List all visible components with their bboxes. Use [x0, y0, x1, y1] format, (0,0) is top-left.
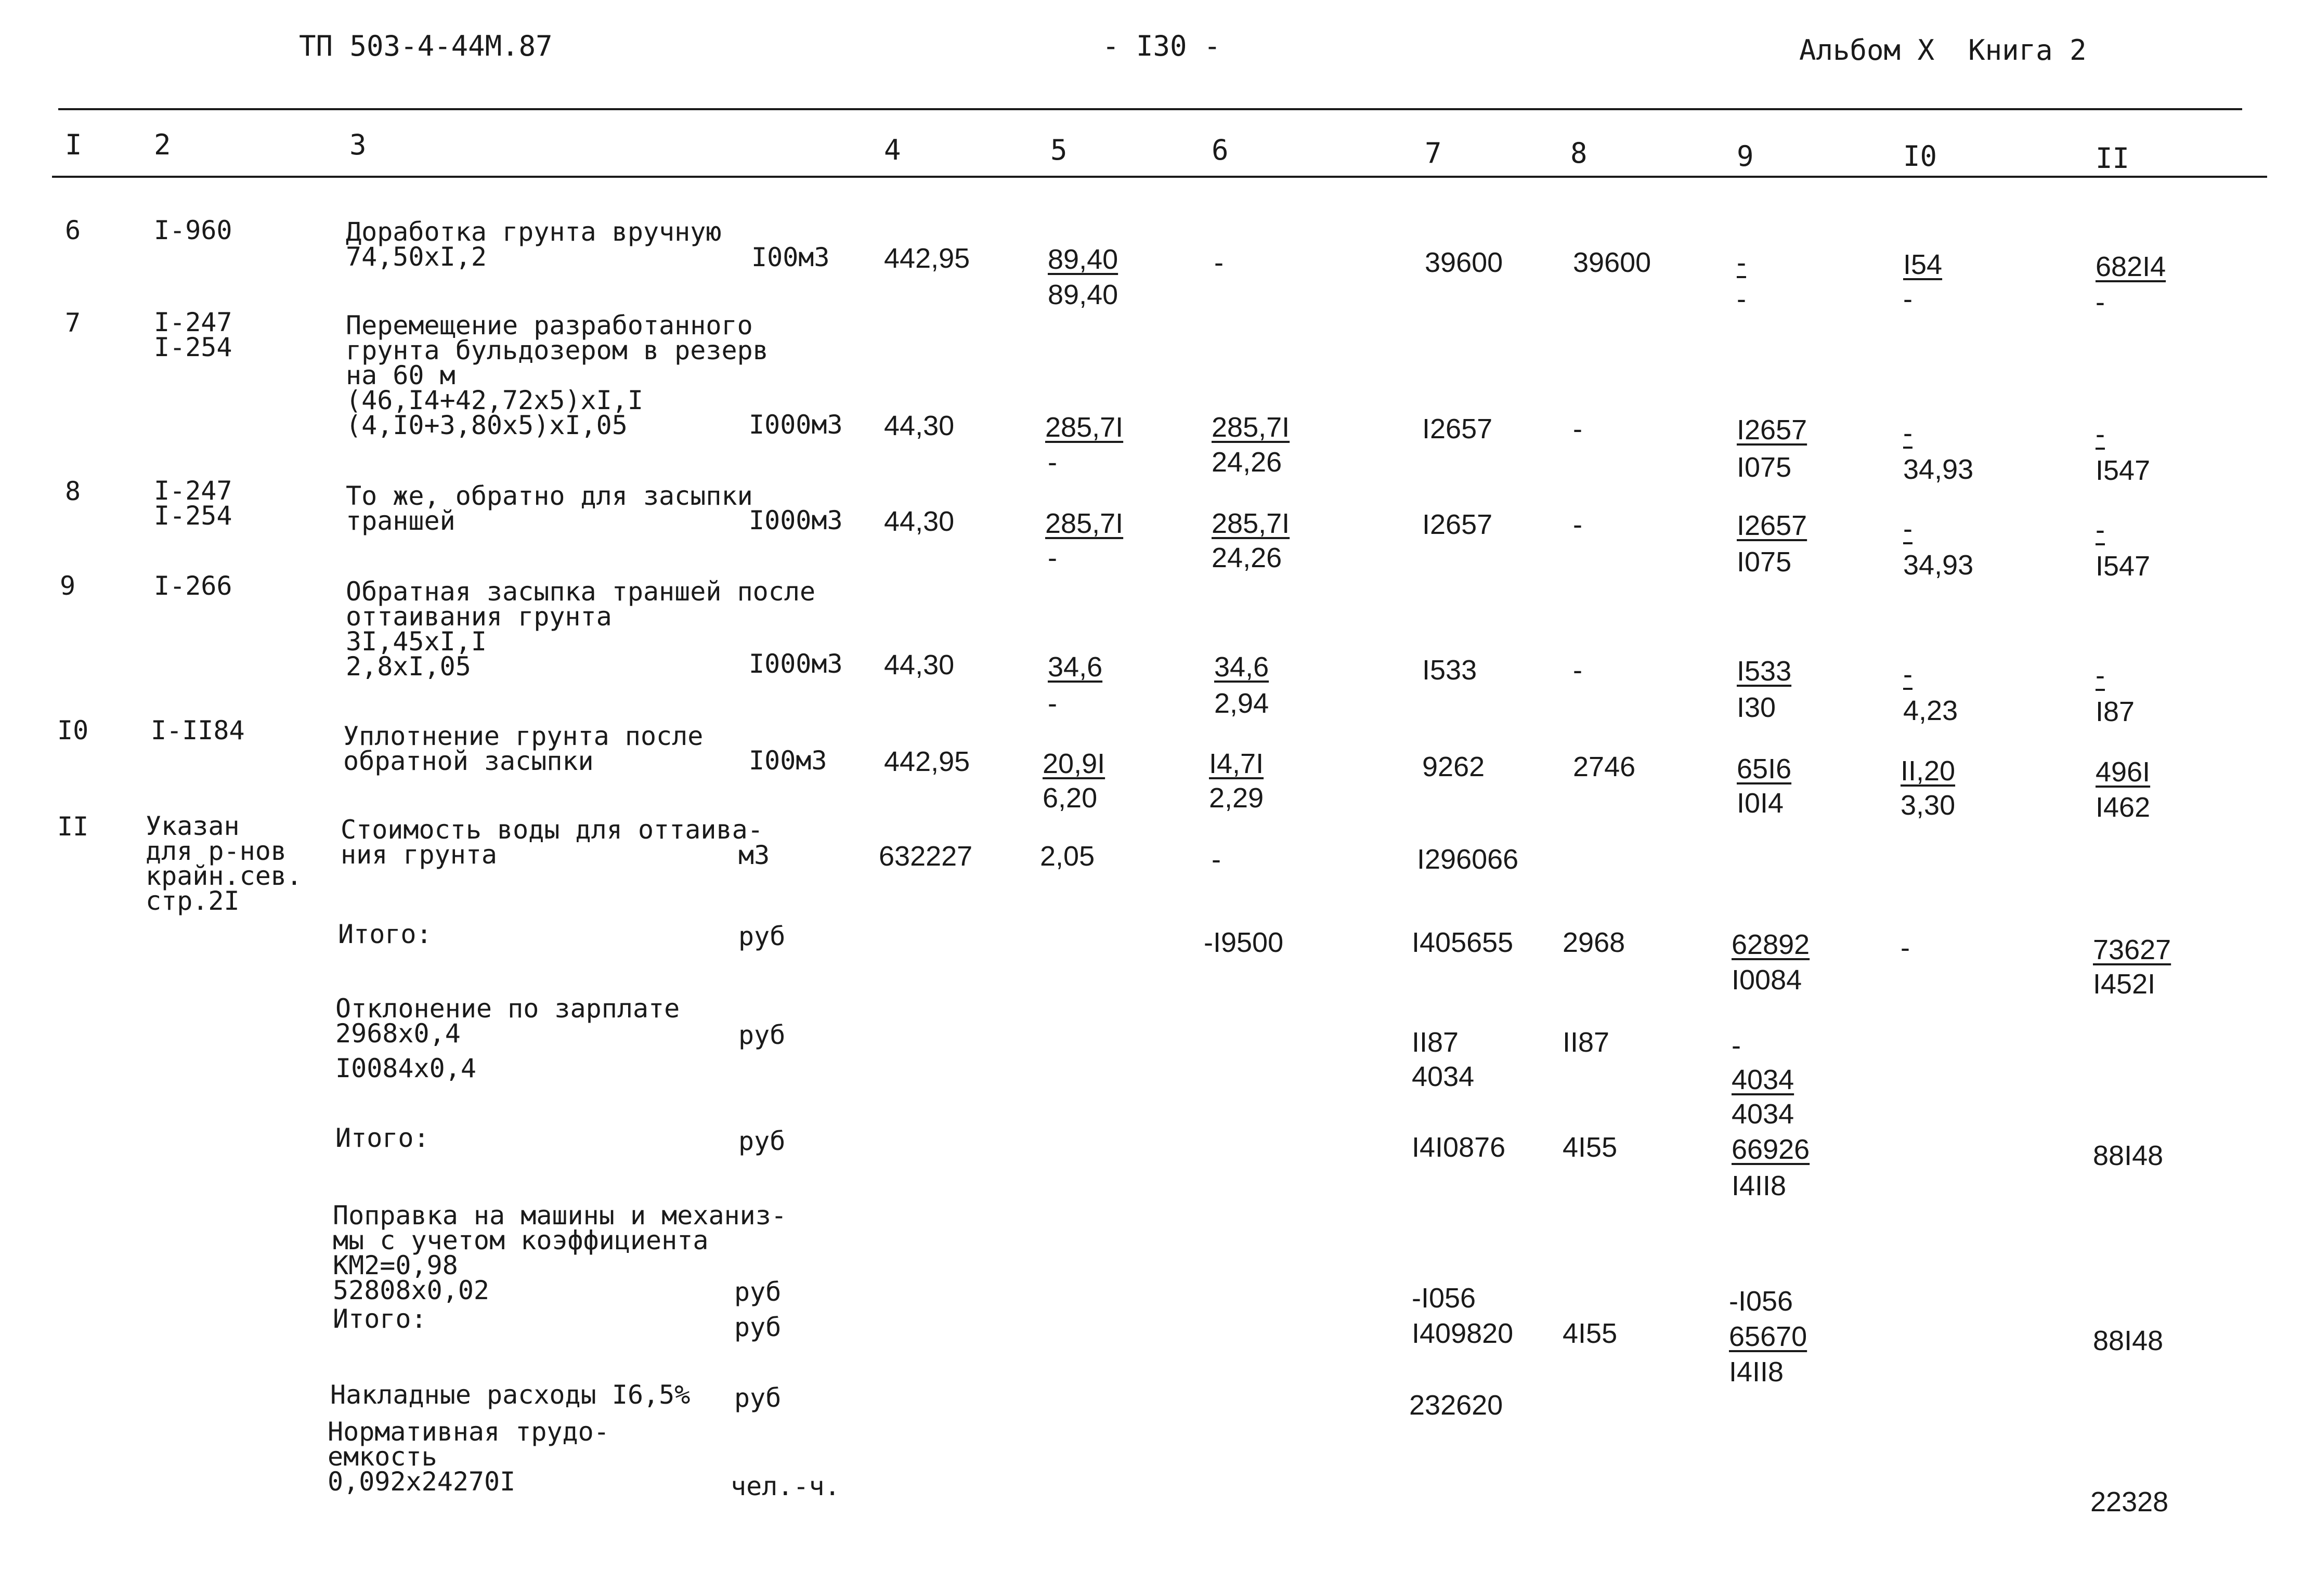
col11-value: 22328: [2090, 1486, 2169, 1517]
col7-value: I296066: [1417, 844, 1519, 875]
col6-value-bottom: 2,94: [1214, 688, 1269, 719]
col9-value-top: 65I6: [1737, 753, 1792, 784]
column-header-5: 5: [1050, 134, 1068, 166]
album-book-label: Альбом X Книга 2: [1799, 34, 2087, 67]
col5-value-top: 34,6: [1048, 651, 1103, 683]
col9-value-bottom: I0I4: [1737, 788, 1784, 819]
rate-code: I-II84: [151, 715, 245, 745]
column-header-6: 6: [1212, 134, 1229, 166]
col11-value-top: -: [2096, 660, 2105, 691]
col8-value: 39600: [1573, 247, 1651, 278]
row-number: 8: [65, 476, 81, 506]
col5-value-top: 20,9I: [1043, 748, 1105, 779]
col10-value-top: II,20: [1901, 755, 1956, 787]
col11-value-top: 682I4: [2096, 251, 2166, 282]
col5-value-top: 89,40: [1048, 244, 1118, 275]
unit: I00м3: [751, 242, 830, 272]
summary-label: Отклонение по зарплате 2968x0,4: [335, 993, 680, 1049]
col6-value-bottom: 24,26: [1212, 447, 1282, 478]
row-number: II: [57, 812, 89, 842]
column-header-8: 8: [1570, 137, 1588, 169]
work-description: Доработка грунта вручную 74,50xI,2: [346, 217, 722, 272]
column-header-11: II: [2096, 142, 2130, 175]
col10-value-bottom: 34,93: [1903, 454, 1974, 485]
col5-value-bottom: -: [1048, 447, 1057, 478]
rate-code: I-266: [154, 571, 232, 601]
work-description: Стоимость воды для оттаива- ния грунта: [341, 815, 763, 870]
work-description: Уплотнение грунта после обратной засыпки: [343, 721, 704, 776]
col8-value: 4I55: [1563, 1132, 1618, 1163]
col7-value-b: 4034: [1412, 1061, 1475, 1092]
column-header-10: I0: [1903, 140, 1937, 173]
col11-value: 88I48: [2093, 1140, 2164, 1171]
col6-value-top: I4,7I: [1209, 748, 1264, 779]
unit: руб: [734, 1383, 782, 1413]
row-number: I0: [57, 715, 89, 745]
col9-value-bottom: I075: [1737, 546, 1792, 578]
col5-value-top: 285,7I: [1045, 412, 1124, 443]
work-description: Перемещение разработанного грунта бульдозером в резерв на 60 м (46,I4+42,72x5)xI,I (4,I0+3,80x5)xI,05: [346, 310, 769, 440]
col7-value: I533: [1422, 655, 1477, 686]
col11-value-top: -: [2096, 418, 2105, 450]
col7-value: I405655: [1412, 927, 1514, 958]
col6-value: -: [1212, 844, 1221, 875]
col7-value: I2657: [1422, 509, 1493, 540]
col6-value-top: 285,7I: [1212, 508, 1290, 539]
col6-value-bottom: 2,29: [1209, 782, 1264, 814]
quantity: 442,95: [884, 243, 970, 274]
col7-value: 9262: [1422, 751, 1485, 782]
col8-value: 4I55: [1563, 1318, 1618, 1349]
col7-value: 232620: [1409, 1390, 1503, 1421]
col10-value-bottom: 4,23: [1903, 695, 1958, 726]
unit: м3: [738, 840, 770, 870]
col7-value-a: II87: [1412, 1027, 1459, 1058]
col10-value-top: -: [1903, 513, 1912, 544]
col11-value-top: 73627: [2093, 934, 2171, 965]
col9-value-top: 66926: [1732, 1134, 1810, 1165]
rate-code: Указан для р-нов крайн.сев. стр.2I: [146, 811, 303, 916]
summary-label: Итого:: [338, 919, 432, 949]
col6-value: -I9500: [1204, 927, 1284, 958]
rate-code: I-247 I-254: [154, 476, 232, 531]
col11-value-bottom: I462: [2096, 792, 2151, 823]
col10-value-bottom: 34,93: [1903, 550, 1974, 581]
col10-value-bottom: -: [1903, 283, 1912, 315]
work-description: То же, обратно для засыпки траншей: [346, 481, 753, 536]
row-number: 6: [65, 215, 81, 245]
col7-value: I4I0876: [1412, 1132, 1506, 1163]
col8-value: -: [1573, 509, 1582, 540]
col8-value: II87: [1563, 1027, 1610, 1058]
col9-value-b: 4034: [1732, 1064, 1794, 1095]
col8-value: -: [1573, 413, 1582, 444]
col9-value-bottom: I4II8: [1729, 1356, 1784, 1388]
col7-value: 39600: [1425, 247, 1503, 278]
unit: руб: [734, 1312, 782, 1342]
unit: руб: [738, 1126, 786, 1156]
col7-value: I2657: [1422, 413, 1493, 444]
col6-value-bottom: 24,26: [1212, 542, 1282, 573]
col6-value-top: 285,7I: [1212, 412, 1290, 443]
unit: чел.-ч.: [731, 1471, 840, 1501]
col10-value-top: -: [1903, 659, 1912, 690]
col11-value-bottom: I547: [2096, 551, 2151, 582]
summary-label-line2: I0084x0,4: [335, 1053, 476, 1083]
row-number: 9: [60, 571, 76, 601]
col5-value-bottom: -: [1048, 542, 1057, 573]
col9-value-top: 62892: [1732, 929, 1810, 960]
summary-label: Поправка на машины и механиз- мы с учетом коэффициента КМ2=0,98 52808x0,02: [333, 1200, 787, 1305]
document-code: ТП 503-4-44М.87: [299, 30, 553, 62]
page-number: - I30 -: [1102, 30, 1221, 62]
quantity: 442,95: [884, 746, 970, 777]
col5-value-bottom: -: [1048, 688, 1057, 719]
header-rule: [52, 176, 2267, 178]
col11-value-top: -: [2096, 514, 2105, 545]
col11-value-bottom: I452I: [2093, 969, 2156, 1000]
unit: I00м3: [749, 745, 827, 776]
unit: I000м3: [749, 649, 843, 679]
col5-value: 2,05: [1040, 841, 1095, 872]
unit: руб: [734, 1277, 782, 1307]
summary-label: Итого:: [333, 1304, 427, 1334]
col9-value-top: I2657: [1737, 414, 1807, 446]
quantity: 44,30: [884, 410, 955, 441]
col11-value-bottom: -: [2096, 286, 2105, 318]
column-header-4: 4: [884, 134, 901, 166]
rate-code: I-247 I-254: [154, 307, 232, 362]
col10-value-top: -: [1903, 417, 1912, 449]
col11-value-bottom: I87: [2096, 696, 2135, 727]
col9-value-c: 4034: [1732, 1098, 1794, 1130]
quantity: 44,30: [884, 649, 955, 681]
col9-value-top: -: [1737, 247, 1746, 278]
work-description: Обратная засыпка траншей после оттаивания грунта 3I,45xI,I 2,8xI,05: [346, 577, 816, 682]
summary-label: Нормативная трудо- емкость 0,092x24270I: [328, 1417, 609, 1497]
col5-value-bottom: 6,20: [1043, 782, 1098, 814]
col8-value: 2746: [1573, 751, 1636, 782]
unit: руб: [738, 1020, 786, 1050]
col9-value-top: I2657: [1737, 510, 1807, 541]
col8-value: -: [1573, 655, 1582, 686]
col10-value: -: [1901, 932, 1910, 963]
column-header-2: 2: [154, 128, 171, 161]
column-header-9: 9: [1737, 140, 1754, 173]
quantity: 632227: [879, 841, 973, 872]
col9-value-bottom: I30: [1737, 692, 1776, 723]
unit: I000м3: [749, 505, 843, 535]
col11-value: 88I48: [2093, 1325, 2164, 1356]
col10-value-top: I54: [1903, 249, 1943, 280]
top-rule: [58, 108, 2242, 110]
unit: руб: [738, 921, 786, 951]
column-header-1: I: [65, 128, 82, 161]
col11-value-bottom: I547: [2096, 455, 2151, 486]
rate-code: I-960: [154, 215, 232, 245]
col6-value: -: [1214, 247, 1224, 278]
summary-label: Накладные расходы I6,5%: [330, 1380, 691, 1410]
column-header-3: 3: [349, 128, 367, 161]
col10-value-bottom: 3,30: [1901, 790, 1956, 821]
col9-value-bottom: I075: [1737, 452, 1792, 483]
col9-value-top: I533: [1737, 656, 1792, 687]
unit: I000м3: [749, 410, 843, 440]
col9-value-bottom: -: [1737, 283, 1746, 315]
col9-value-top: 65670: [1729, 1321, 1807, 1352]
col5-value-top: 285,7I: [1045, 508, 1124, 539]
row-number: 7: [65, 308, 81, 338]
col11-value-top: 496I: [2096, 756, 2151, 788]
quantity: 44,30: [884, 506, 955, 537]
col9-value: -I056: [1729, 1286, 1793, 1317]
summary-label: Итого:: [335, 1123, 430, 1153]
col7-value: -I056: [1412, 1283, 1476, 1314]
col9-value-bottom: I0084: [1732, 964, 1802, 996]
col9-value-bottom: I4II8: [1732, 1170, 1787, 1201]
col8-value: 2968: [1563, 927, 1625, 958]
col7-value: I409820: [1412, 1318, 1514, 1349]
col5-value-bottom: 89,40: [1048, 279, 1118, 310]
column-header-7: 7: [1425, 137, 1442, 169]
col6-value-top: 34,6: [1214, 651, 1269, 683]
col9-value-a: -: [1732, 1030, 1741, 1061]
